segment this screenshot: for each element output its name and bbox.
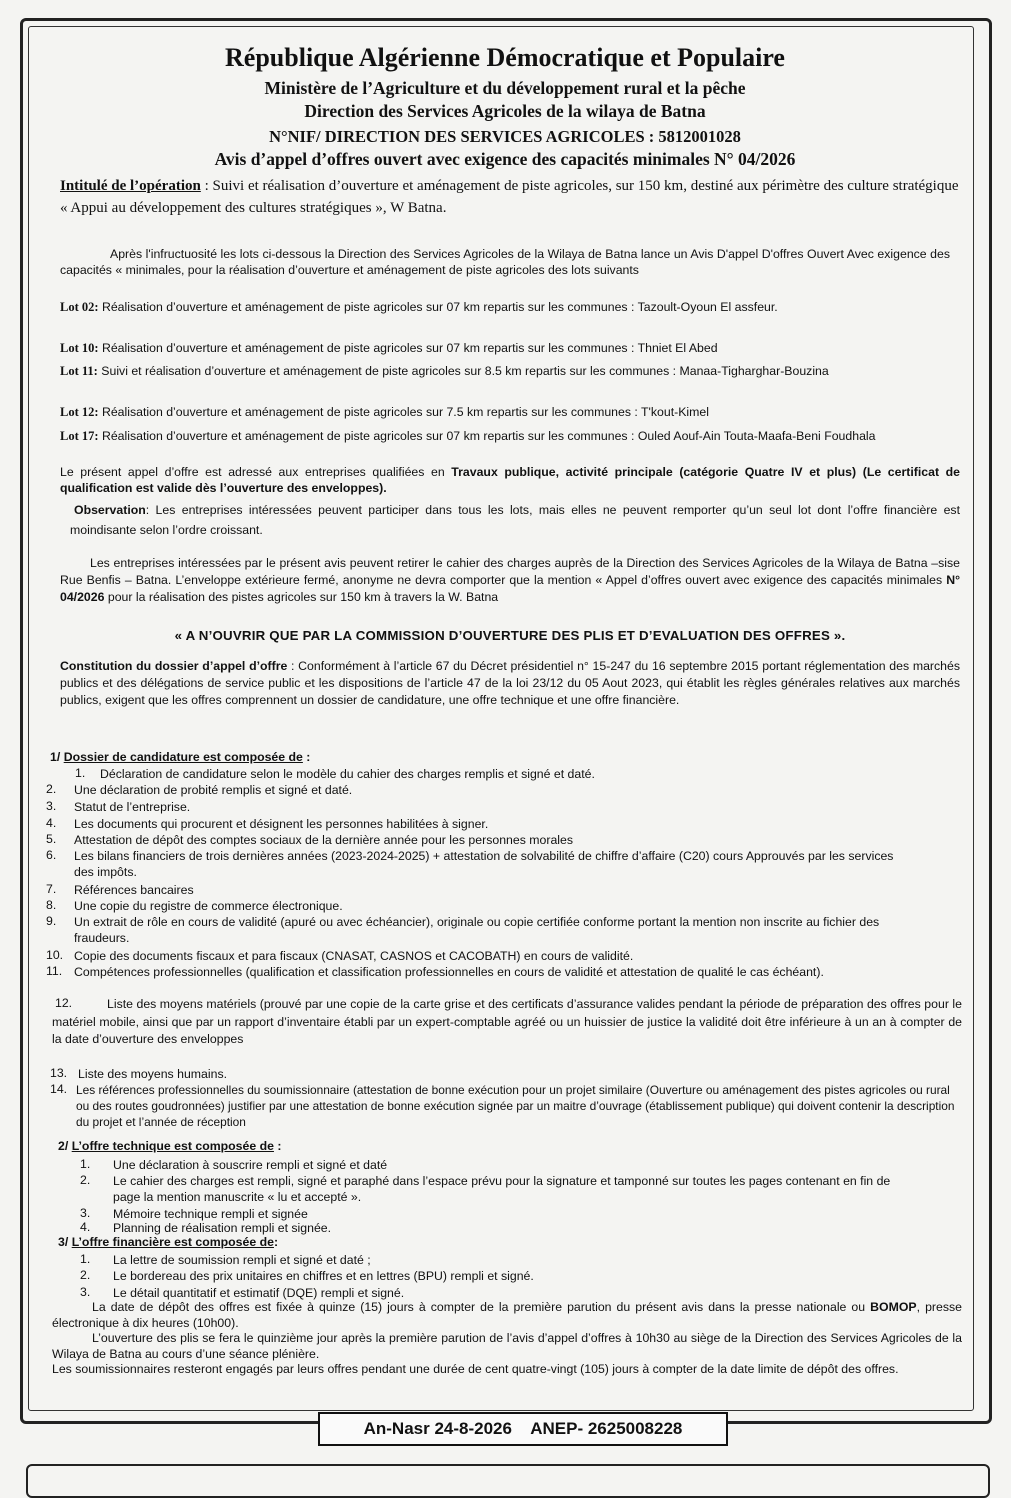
list-item: Mémoire technique rempli et signée	[113, 1207, 308, 1221]
constitution-text: : Conformément à l’article 67 du Décret présidentiel n° 15-247 du 16 septembre 2015 portant réglementation des marchés publics et des délégations de service public et les dispositions de l’article 47 de la loi 23/12 du 05 Aout 2023, qui établit les règles générales relatives aux marchés publics, exigent que les offres comprennent un dossier de candidature, une offre technique et une offre financière.	[60, 659, 960, 707]
section2-suffix: :	[273, 1139, 282, 1153]
list-item: Planning de réalisation rempli et signée.	[113, 1221, 332, 1235]
withdraw-text-1: Les entreprises intéressées par le présent avis peuvent retirer le cahier des charges auprès de la Direction des Services Agricoles de la Wilaya de Batna –sise Rue Benfis – Batna. L’enveloppe extérieure fermé, anonyme ne devra comporter que la mention « Appel d’offres ouvert avec exigence des capacités minimales	[60, 556, 960, 587]
anep-reference: ANEP- 2625008228	[530, 1419, 683, 1438]
observation-paragraph	[70, 500, 960, 540]
operation-paragraph	[60, 175, 960, 219]
nif-line: N°NIF/ DIRECTION DES SERVICES AGRICOLES : 5812001028	[269, 127, 741, 146]
item-number: 2.	[80, 1173, 91, 1187]
notice-title: Avis d’appel d’offres ouvert avec exigence des capacités minimales N° 04/2026	[214, 149, 796, 169]
newspaper-date: An-Nasr 24-8-2026	[363, 1419, 512, 1438]
section2-title: L’offre technique est composée de	[71, 1139, 274, 1153]
constitution-paragraph	[60, 658, 960, 709]
section3-title: L’offre financière est composée de	[71, 1235, 274, 1249]
lot-label: Lot 11:	[60, 364, 98, 378]
deposit-paragraph	[52, 1299, 962, 1331]
list-item: Copie des documents fiscaux et para fiscaux (CNASAT, CASNOS et CACOBATH) en cours de validité.	[74, 949, 634, 963]
withdraw-paragraph	[60, 555, 960, 606]
lot-text: Réalisation d’ouverture et aménagement de piste agricoles sur 07 km repartis sur les communes : Tazoult-Oyoun El assfeur.	[98, 300, 778, 314]
deposit-text-1: La date de dépôt des offres est fixée à quinze (15) jours à compter de la première parution du présent avis dans la presse nationale ou	[92, 1300, 871, 1314]
republic-title: République Algérienne Démocratique et Populaire	[225, 43, 785, 72]
lot-text: Réalisation d’ouverture et aménagement de piste agricoles sur 7.5 km repartis sur les communes : T'kout-Kimel	[98, 405, 709, 419]
lot-text: Réalisation d’ouverture et aménagement de piste agricoles sur 07 km repartis sur les communes : Ouled Aouf-Ain Touta-Maafa-Beni Foudhala	[98, 429, 876, 443]
list-item: Liste des moyens matériels (prouvé par une copie de la carte grise et des certificats d’assurance valides pendant la période de préparation des offres pour le matériel mobile, ainsi que par un rapport d’inventaire établi par un expert-comptable agréé ou un huissier de justice la validité doit être inférieure à un an à compter de la date d’ouverture des enveloppes	[52, 997, 962, 1046]
deposit-text-2: , presse électronique à dix heures (10h00).	[52, 1300, 962, 1330]
lot-label: Lot 10:	[60, 341, 99, 355]
caps-notice: « A N’OUVRIR QUE PAR LA COMMISSION D’OUVERTURE DES PLIS ET D’EVALUATION DES OFFRES ».	[174, 628, 846, 643]
ministry-line: Ministère de l’Agriculture et du développement rural et la pêche	[264, 78, 746, 98]
section1-prefix: 1/	[50, 750, 64, 764]
engagement-paragraph: Les soumissionnaires resteront engagés par leurs offres pendant une durée de cent quatre-vingt (105) jours à compter de la date limite de dépôt des offres.	[52, 1362, 899, 1376]
item-number: 10.	[46, 948, 64, 962]
addressed-text: Le présent appel d’offre est adressé aux entreprises qualifiées en	[60, 465, 452, 479]
list-item: Le détail quantitatif et estimatif (DQE) rempli et signé.	[113, 1286, 405, 1300]
lot-text: Réalisation d’ouverture et aménagement de piste agricoles sur 07 km repartis sur les communes : Thniet El Abed	[98, 341, 718, 355]
section1-heading	[50, 749, 310, 765]
lot-10	[60, 340, 960, 356]
item-number: 1.	[80, 1157, 91, 1171]
withdraw-number: N° 04/2026	[60, 573, 960, 604]
lot-label: Lot 12:	[60, 405, 99, 419]
item-number: 6.	[46, 848, 57, 862]
list-item: Le bordereau des prix unitaires en chiffres et en lettres (BPU) rempli et signé.	[113, 1269, 534, 1283]
list-item: Une déclaration à souscrire rempli et signé et daté	[113, 1158, 388, 1172]
withdraw-text-2: pour la réalisation des pistes agricoles sur 150 km à travers la W. Batna	[104, 590, 499, 604]
item-number: 3.	[46, 799, 57, 813]
item-number: 4.	[80, 1220, 91, 1234]
section3-heading	[58, 1234, 278, 1250]
deposit-bomop: BOMOP	[870, 1300, 917, 1314]
list-item: Liste des moyens humains.	[78, 1067, 228, 1081]
intro-paragraph: Après l'infructuosité les lots ci-dessous la Direction des Services Agricoles de la Wilaya de Batna lance un Avis D'appel D'offres Ouvert Avec exigence des capacités « minimales, pour la réalisation d’ouverture et aménagement de piste agricoles des lots suivants	[60, 247, 950, 277]
item-number: 13.	[50, 1066, 68, 1080]
next-notice-frame	[26, 1464, 990, 1498]
list-item: Les bilans financiers de trois dernières années (2023-2024-2025) + attestation de solvabilité de chiffre d’affaire (C20) cours Approuvés par les services des impôts.	[74, 849, 894, 879]
section2-prefix: 2/	[58, 1139, 72, 1153]
lot-02	[60, 298, 960, 317]
list-item: Compétences professionnelles (qualification et classification professionnelles en cours de validité et attestation de qualité le cas échéant).	[74, 965, 824, 979]
item-number: 9.	[46, 914, 57, 928]
lot-label: Lot 02:	[60, 300, 99, 314]
lot-text: Suivi et réalisation d’ouverture et aménagement de piste agricoles sur 8.5 km repartis sur les communes : Manaa-Tigharghar-Bouzina	[97, 364, 829, 378]
list-item: Les références professionnelles du soumissionnaire (attestation de bonne exécution pour un projet similaire (Ouverture ou aménagement des pistes agricoles ou rural ou des routes goudronnées) justifier par une attestation de bonne exécution signée par un maitre d’ouvrage (établissement publique) qui doivent contenir la description du projet et l’année de réception	[76, 1083, 955, 1129]
item-number: 7.	[46, 882, 57, 896]
item-number: 4.	[46, 816, 57, 830]
direction-line: Direction des Services Agricoles de la wilaya de Batna	[304, 101, 706, 121]
section1-title: Dossier de candidature est composée de	[63, 750, 303, 764]
lot-label: Lot 17:	[60, 429, 99, 443]
addressed-paragraph	[60, 464, 960, 496]
item-number: 8.	[46, 898, 57, 912]
observation-text: : Les entreprises intéressées peuvent participer dans tous les lots, mais elles ne peuvent remporter qu’un seul lot dont l’offre financière est moindisante selon l’ordre croissant.	[70, 503, 960, 537]
lot-12	[60, 404, 960, 420]
operation-label: Intitulé de l’opération	[60, 178, 201, 194]
list-item: Statut de l’entreprise.	[74, 800, 191, 814]
item-number: 14.	[50, 1082, 68, 1096]
list-item: Les documents qui procurent et désignent les personnes habilitées à signer.	[74, 817, 489, 831]
list-item: Une copie du registre de commerce électronique.	[74, 899, 343, 913]
section3-suffix: :	[273, 1235, 279, 1249]
operation-text: : Suivi et réalisation d’ouverture et aménagement de piste agricoles, sur 150 km, destiné aux périmètre des culture stratégique « Appui au développement des cultures stratégiques », W Batna.	[60, 178, 959, 216]
observation-label: Observation	[74, 503, 146, 517]
item-number: 11.	[46, 964, 63, 978]
lot-17	[60, 427, 960, 445]
list-item: Le cahier des charges est rempli, signé et paraphé dans l’espace prévu pour la signature et tamponné sur toutes les pages contenant en fin de page la mention manuscrite « lu et accepté ».	[113, 1174, 891, 1204]
item-number: 3.	[80, 1206, 91, 1220]
list-item: Un extrait de rôle en cours de validité (apuré ou avec échéancier), originale ou copie certifiée conforme portant la mention non inscrite au fichier des fraudeurs.	[74, 915, 880, 945]
item-number: 3.	[80, 1285, 91, 1299]
item-number: 12.	[55, 996, 73, 1010]
section1-suffix: :	[302, 750, 311, 764]
list-item: Une déclaration de probité remplis et signé et daté.	[74, 783, 353, 797]
list-item: Attestation de dépôt des comptes sociaux de la dernière année pour les personnes morales	[74, 833, 574, 847]
list-item: Références bancaires	[74, 883, 194, 897]
list-item: Déclaration de candidature selon le modèle du cahier des charges remplis et signé et daté.	[100, 767, 595, 781]
addressed-bold: Travaux publique, activité principale (catégorie Quatre IV et plus) (Le certificat de qualification est valide dès l’ouverture des enveloppes).	[60, 465, 961, 495]
item-number: 2.	[46, 782, 57, 796]
publication-footer	[318, 1412, 728, 1446]
section3-prefix: 3/	[58, 1235, 72, 1249]
item-number: 2.	[80, 1268, 91, 1282]
opening-paragraph: L’ouverture des plis se fera le quinzième jour après la première parution de l’avis d’appel d’offres à 10h30 au siège de la Direction des Services Agricoles de la Wilaya de Batna au cours d’une séance plénière.	[52, 1331, 962, 1361]
item-number: 1.	[80, 1252, 91, 1266]
item-number: 5.	[46, 832, 57, 846]
section2-heading	[58, 1138, 281, 1154]
lot-11	[60, 362, 960, 381]
constitution-label: Constitution du dossier d’appel d’offre	[60, 659, 288, 673]
item-number: 1.	[75, 766, 86, 780]
list-item: La lettre de soumission rempli et signé et daté ;	[113, 1253, 371, 1267]
